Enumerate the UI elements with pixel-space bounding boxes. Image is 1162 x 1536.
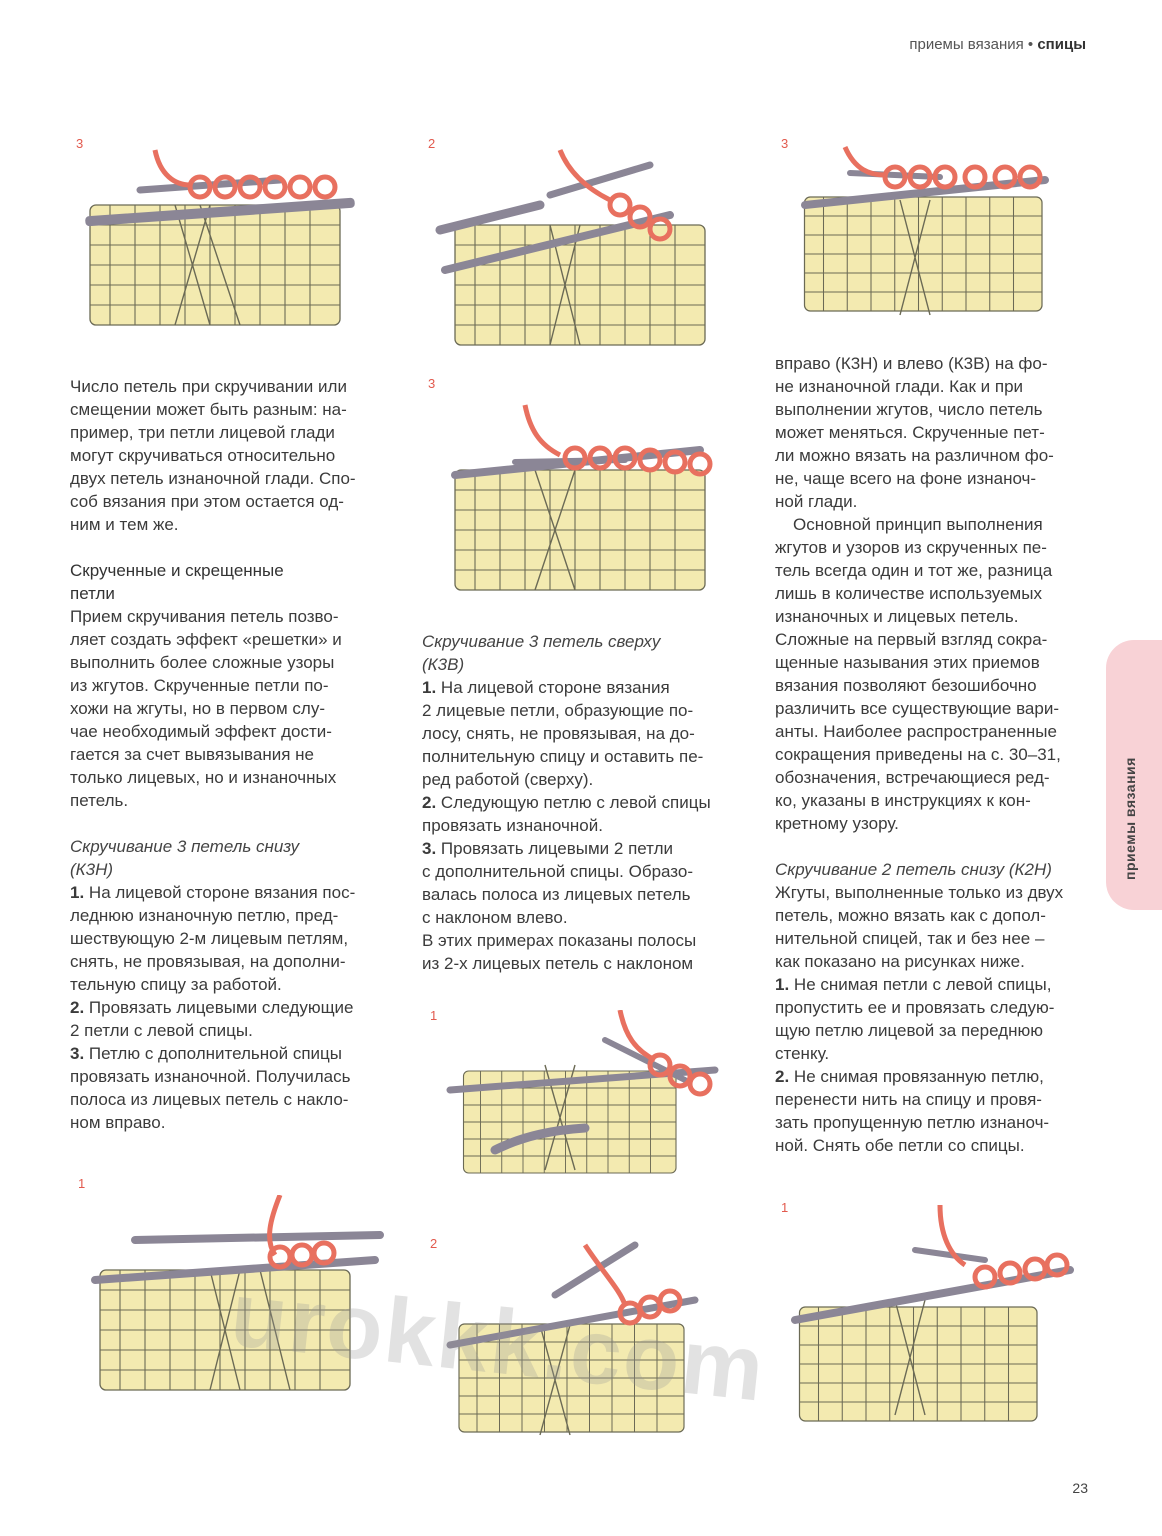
step-line [422,676,752,699]
subheading: (К3В) [422,655,465,674]
text-line: Основной принцип выполнения [793,515,1043,534]
text-line: провязать изнаночной. [422,816,603,835]
text-line: полнительную спицу и оставить пе- [422,747,704,766]
step-line [70,1042,400,1065]
text-line: двух петель изнаночной глади. Спо- [70,469,356,488]
text-line: ред работой (сверху). [422,770,594,789]
step-number: 3 [76,136,84,151]
text-line: ной глади. [775,492,858,511]
text-line: не, чаще всего на фоне изнаноч- [775,469,1037,488]
text-line: В этих примерах показаны полосы [422,931,697,950]
text-line: смещении может быть разным: на- [70,400,347,419]
step-number-inline: 1. [422,678,437,697]
text-line: На лицевой стороне вязания пос- [84,883,356,902]
text-line: вправо (К3Н) и влево (К3В) на фо- [775,354,1048,373]
text-line: ли можно вязать на различном фо- [775,446,1054,465]
text-line: щую петлю лицевой за переднюю [775,1021,1043,1040]
text-line: валась полоса из лицевых петель [422,885,691,904]
text-line: как показано на рисунках ниже. [775,952,1025,971]
text-line: лосу, снять, не провязывая, на до- [422,724,695,743]
step-line [775,973,1095,996]
text-line: ной. Снять обе петли со спицы. [775,1136,1025,1155]
subheading: Скручивание 2 петель снизу (К2Н) [775,860,1052,879]
step-number-inline: 1. [775,975,790,994]
text-line: щенные называния этих приемов [775,653,1040,672]
text-line: нительной спицей, так и без нее – [775,929,1045,948]
text-line: тель всегда один и тот же, разница [775,561,1053,580]
text-line: Жгуты, выполненные только из двух [775,883,1064,902]
text-line: выполнить более сложные узоры [70,653,335,672]
text-line: Провязать лицевыми следующие [84,998,354,1017]
text-line: зать пропущенную петлю изнаноч- [775,1113,1050,1132]
step-number: 2 [428,136,436,151]
page-number: 23 [1072,1480,1088,1496]
column-1-intro [70,375,400,1134]
text-line: чае необходимый эффект дости- [70,722,332,741]
text-line: лишь в количестве используемых [775,584,1042,603]
text-line: с наклоном влево. [422,908,568,927]
step-number-inline: 2. [70,998,85,1017]
text-line: могут скручиваться относительно [70,446,336,465]
step-line [422,791,752,814]
knitting-illustration [80,145,370,340]
text-line: не изнаночной глади. Как и при [775,377,1024,396]
step-number-inline: 3. [70,1044,85,1063]
text-line: пример, три петли лицевой глади [70,423,335,442]
step-number-inline: 2. [775,1067,790,1086]
text-line: ко, указаны в инструкциях к кон- [775,791,1031,810]
text-line: обозначения, встречающиеся ред- [775,768,1050,787]
step-number-inline: 2. [422,793,437,812]
text-line: Число петель при скручивании или [70,377,347,396]
text-line: перенести нить на спицу и провя- [775,1090,1042,1109]
text-line: из 2-х лицевых петель с наклоном [422,954,694,973]
knitting-illustration [445,1010,730,1210]
text-line: петель. [70,791,129,810]
text-line: кретному узору. [775,814,899,833]
text-line: пропустить ее и провязать следую- [775,998,1055,1017]
text-line: тельную спицу за работой. [70,975,282,994]
step-number: 1 [78,1176,86,1191]
text-line: изнаночных и лицевых петель. [775,607,1019,626]
text-line: Следующую петлю с левой спицы [436,793,711,812]
step-line [422,837,752,860]
text-line: 2 петли с левой спицы. [70,1021,253,1040]
step-number: 1 [781,1200,789,1215]
text-line: Прием скручивания петель позво- [70,607,339,626]
text-line: Не снимая провязанную петлю, [789,1067,1044,1086]
column-2-text [422,630,752,975]
text-line: гается за счет вывязывания не [70,745,314,764]
text-line: сокращения приведены на с. 30–31, [775,745,1061,764]
subheading: (К3Н) [70,860,114,879]
text-line: анты. Наиболее распространенные [775,722,1057,741]
text-line: Не снимая петли с левой спицы, [789,975,1052,994]
header-topic: спицы [1037,36,1086,53]
text-line: 2 лицевые петли, образующие по- [422,701,694,720]
text-line: может меняться. Скрученные пет- [775,423,1045,442]
text-line: Провязать лицевыми 2 петли [436,839,674,858]
text-line: шествующую 2-м лицевым петлям, [70,929,349,948]
step-number: 1 [430,1008,438,1023]
knitting-illustration [785,1205,1075,1435]
subheading: Скручивание 3 петель сверху [422,632,661,651]
text-line: полоса из лицевых петель с накло- [70,1090,349,1109]
text-line: леднюю изнаночную петлю, пред- [70,906,339,925]
section-heading: петли [70,584,115,603]
text-line: ним и тем же. [70,515,179,534]
text-line: Петлю с дополнительной спицы [84,1044,342,1063]
text-line: ном вправо. [70,1113,166,1132]
section-side-tab [1106,640,1162,910]
text-line: выполнении жгутов, число петель [775,400,1043,419]
text-line: соб вязания при этом остается од- [70,492,344,511]
text-line: хожи на жгуты, но в первом слу- [70,699,325,718]
step-line [70,881,400,904]
knitting-illustration [430,145,730,360]
header-section: приемы вязания [909,36,1024,53]
step-number: 3 [428,376,436,391]
step-line [70,996,400,1019]
subheading: Скручивание 3 петель снизу [70,837,300,856]
text-line: ляет создать эффект «решетки» и [70,630,342,649]
step-number: 2 [430,1236,438,1251]
section-heading: Скрученные и скрещенные [70,561,284,580]
watermark: urokkk.com [226,1263,771,1421]
step-number-inline: 3. [422,839,437,858]
text-line: различить все существующие вари- [775,699,1059,718]
running-header [909,36,1086,53]
text-line: снять, не провязывая, на дополни- [70,952,346,971]
text-line: жгутов и узоров из скрученных пе- [775,538,1047,557]
step-line [775,1065,1095,1088]
text-line: с дополнительной спицы. Образо- [422,862,694,881]
text-line: стенку. [775,1044,830,1063]
step-number-inline: 1. [70,883,85,902]
column-3-text [775,352,1095,1157]
text-line: петель, можно вязать как с допол- [775,906,1046,925]
text-line: вязания позволяют безошибочно [775,676,1037,695]
step-number: 3 [781,136,789,151]
knitting-illustration [800,145,1060,325]
header-bullet: • [1027,36,1034,53]
text-line: Сложные на первый взгляд сокра- [775,630,1048,649]
text-line: из жгутов. Скрученные петли по- [70,676,329,695]
text-line: провязать изнаночной. Получилась [70,1067,351,1086]
knitting-illustration [445,400,725,605]
text-line: На лицевой стороне вязания [436,678,670,697]
text-line: только лицевых, но и изнаночных [70,768,337,787]
side-tab-label: приемы вязания [1122,757,1138,880]
